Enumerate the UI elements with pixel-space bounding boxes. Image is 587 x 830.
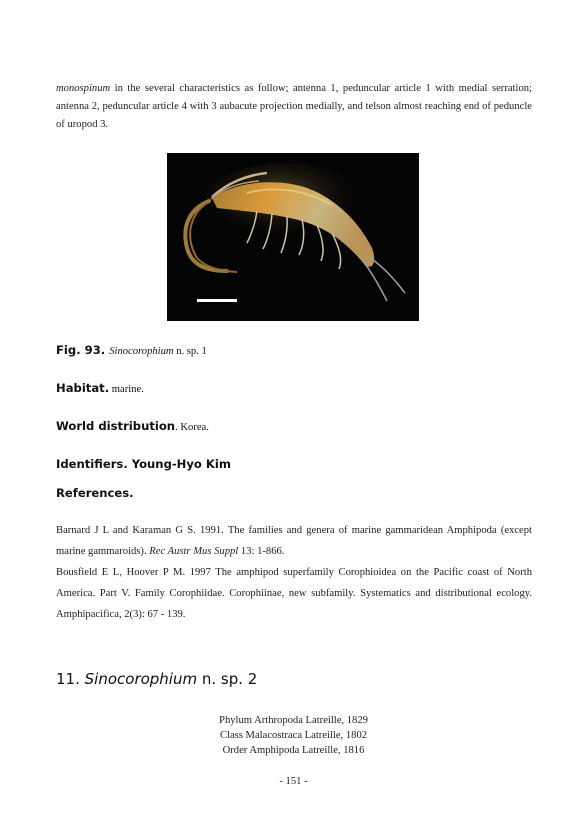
habitat-line [56, 381, 144, 395]
habitat-value: marine. [109, 384, 144, 395]
reference-item: Barnard J L and Karaman G S. 1991. The families and genera of marine gammaridean Amphipoda (except marine gammaroids). Rec Austr Mus Suppl 13: 1-866. [56, 525, 532, 557]
section-genus: Sinocorophium [84, 670, 198, 688]
distribution-value: . Korea. [175, 422, 209, 433]
intro-paragraph [56, 80, 532, 134]
section-rest: n. sp. 2 [197, 670, 258, 688]
figure-label: Fig. 93. [56, 343, 106, 357]
references-heading: References. [56, 486, 134, 500]
scale-bar [197, 299, 237, 302]
figure-caption-rest: n. sp. 1 [173, 346, 207, 357]
page-number: - 151 - [279, 776, 308, 787]
intro-text: in the several characteristics as follow; antenna 1, peduncular article 1 with medial serration; antenna 2, peduncular article 4 with 3 aubacute projection medially, and telson almost reaching end of peduncle of uropod 3. [56, 83, 532, 130]
taxonomy-order: Order Amphipoda Latreille, 1816 [222, 745, 365, 756]
distribution-label: World distribution [56, 419, 176, 433]
taxonomy-class: Class Malacostraca Latreille, 1802 [219, 730, 368, 741]
habitat-label: Habitat. [56, 381, 110, 395]
identifiers-line: Identifiers. Young-Hyo Kim [56, 457, 231, 471]
specimen-photo [167, 153, 419, 321]
section-number: 11. [56, 670, 80, 688]
reference-list [56, 520, 532, 625]
reference-item: Bousfield E L, Hoover P M. 1997 The amphipod superfamily Corophioidea on the Pacific coast of North America. Part V. Family Corophiidae. Corophiinae, new subfamily. Systematics and distributional ecology. Amphipacifica, 2(3): 67 - 139. [56, 567, 532, 620]
figure-genus: Sinocorophium [109, 346, 174, 357]
section-heading [56, 670, 257, 688]
distribution-line [56, 419, 209, 433]
taxonomy-phylum: Phylum Arthropoda Latreille, 1829 [219, 715, 368, 726]
journal-title: Rec Austr Mus Suppl [149, 546, 239, 557]
amphipod-image [167, 153, 419, 321]
species-term: monospinum [56, 83, 111, 94]
figure-caption [56, 343, 207, 357]
taxonomy-block [0, 713, 587, 758]
